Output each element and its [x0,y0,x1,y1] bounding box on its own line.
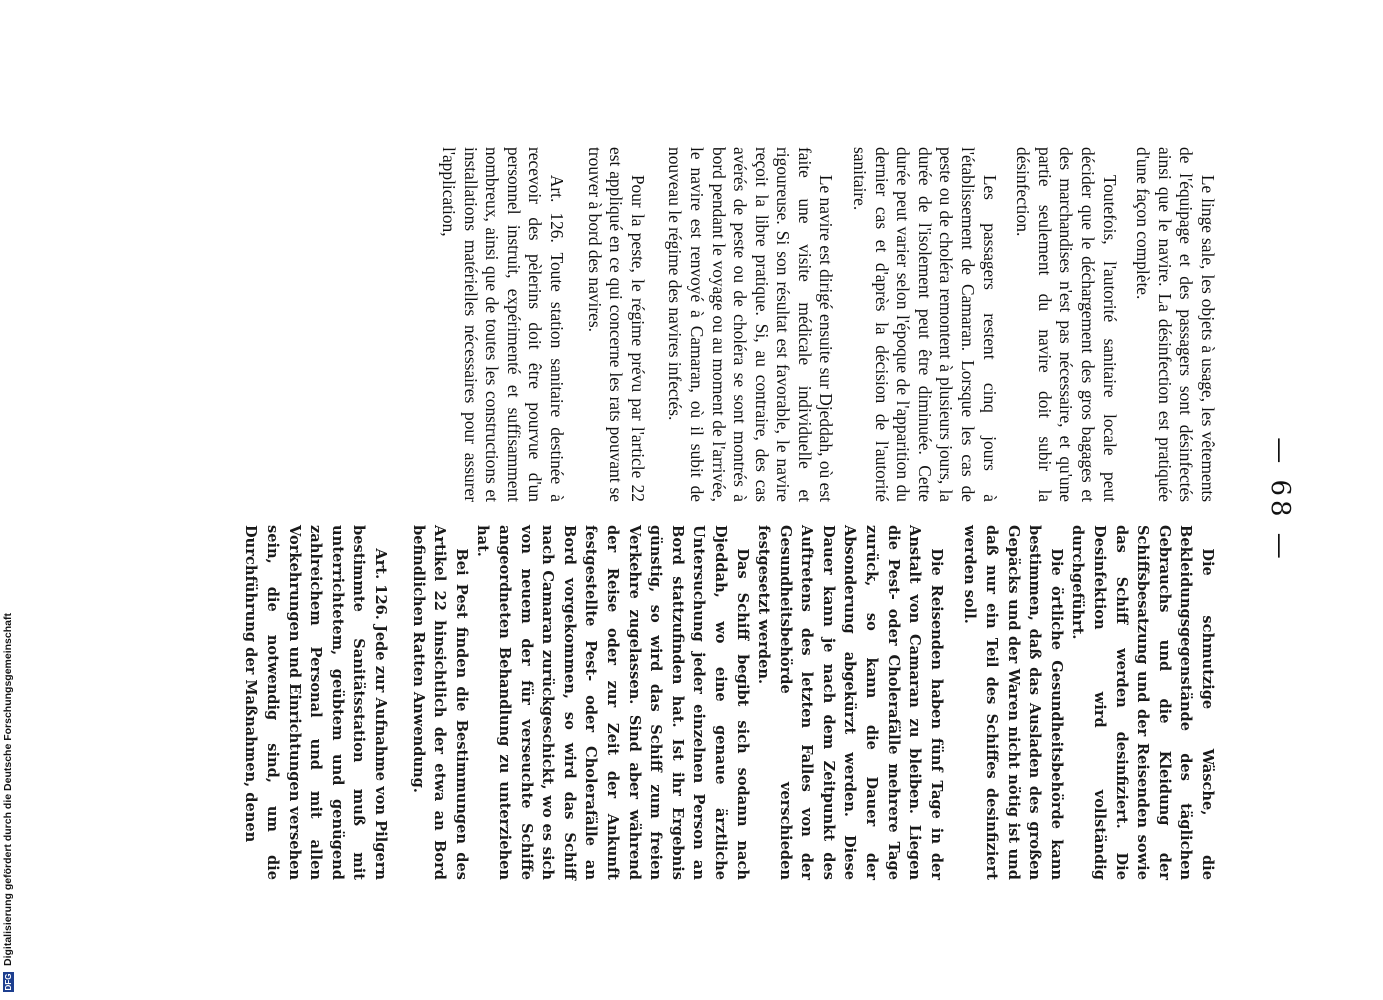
german-column [240,525,1218,880]
french-paragraph: Le navire est dirigé ensuite sur Djeddah, où est faite une visite médicale individuelle et rigoureuse. Si son résultat est favorable, le navire reçoit la libre pratique. Si, au contraire, des cas avérés de peste ou de choléra se sont montrés à bord pendant le voyage ou au moment de l'arrivée, le navire est renvoyé à Camaran, où il subit de nouveau le régime des navires infectés. [665,147,837,502]
german-paragraph: Die schmutzige Wäsche, die Bekleidungsgegenstände des täglichen Gebrauchs und die Kleidung der Schiffsbesatzung und der Reisenden sowie das Schiff werden desinfiziert. Die Desinfektion wird vollständig durchgeführt. [1069,525,1216,880]
french-paragraph: Les passagers restent cinq jours à l'établissement de Camaran. Lorsque les cas de peste ou de choléra remontent à plusieurs jours, la durée de l'isolement peut être diminuée. Cette durée peut varier selon l'époque de l'apparition du dernier cas et d'après la décision de l'autorité sanitaire. [850,147,1000,502]
french-paragraph: Le linge sale, les objets à usage, les vêtements de l'équipage et des passagers sont désinfectés ainsi que le navire. La désinfection est pratiquée d'une façon complète. [1133,147,1218,502]
digitization-credit [1,0,15,1000]
german-paragraph: Die örtliche Gesundheitsbehörde kann bestimmen, daß das Ausladen des großen Gepäcks und der Waren nicht nötig ist und daß nur ein Teil des Schiffes desinfiziert werden soll. [961,525,1065,880]
german-paragraph: Bei Pest finden die Bestimmungen des Artikel 22 hinsichtlich der etwa an Bord befindlichen Ratten Anwendung. [409,525,470,880]
french-article-126: Art. 126. Toute station sanitaire destinée à recevoir des pèlerins doit être pourvue d'un personnel instruit, expérimenté et suffisamment nombreux, ainsi que de toutes les constructions et installations matérielles nécessaires pour assurer l'application, [439,147,567,502]
french-column [437,147,1218,502]
german-paragraph: Die Reisenden haben fünf Tage in der Anstalt von Camaran zu bleiben. Liegen die Pest- oder Cholerafälle mehrere Tage zurück, so kann die Dauer der Absonderung abgekürzt werden. Diese Dauer kann je nach dem Zeitpunkt des Auftretens des letzten Falles von der Gesundheitsbehörde verschieden festgesetzt werden. [755,525,945,880]
dfg-logo: DFG [3,973,13,991]
french-paragraph: Toutefois, l'autorité sanitaire locale peut décider que le déchargement des gros bagages et des marchandises n'est pas nécessaire, et qu'une partie seulement du navire doit subir la désinfection. [1013,147,1120,502]
german-paragraph: Das Schiff begibt sich sodann nach Djeddah, wo eine genaue ärztliche Untersuchung jeder einzelnen Person an Bord stattzufinden hat. Ist ihr Ergebnis günstig, so wird das Schiff zum freien Verkehre zugelassen. Sind aber während der Reise oder zur Zeit der Ankunft festgestellte Pest- oder Cholerafälle an Bord vorgekommen, so wird das Schiff nach Camaran zurückgeschickt, wo es sich von neuem der für verseuchte Schiffe angeordneten Behandlung zu unterziehen hat. [474,525,751,880]
german-article-126: Art. 126. Jede zur Aufnahme von Pilgern bestimmte Sanitätsstation muß mit unterrichtetem, geübtem und genügend zahlreichem Personal und mit allen Vorkehrungen und Einrichtungen versehen sein, die notwendig sind, um die Durchführung der Maßnahmen, denen [242,525,390,880]
french-paragraph: Pour la peste, le régime prévu par l'article 22 est appliqué en ce qui concerne les rats pouvant se trouver à bord des navires. [584,147,648,502]
credit-text: Digitalisierung gefördert durch die Deutsche Forschungsgemeinschaft [2,613,14,966]
page-number: — 68 — [1265,437,1295,563]
